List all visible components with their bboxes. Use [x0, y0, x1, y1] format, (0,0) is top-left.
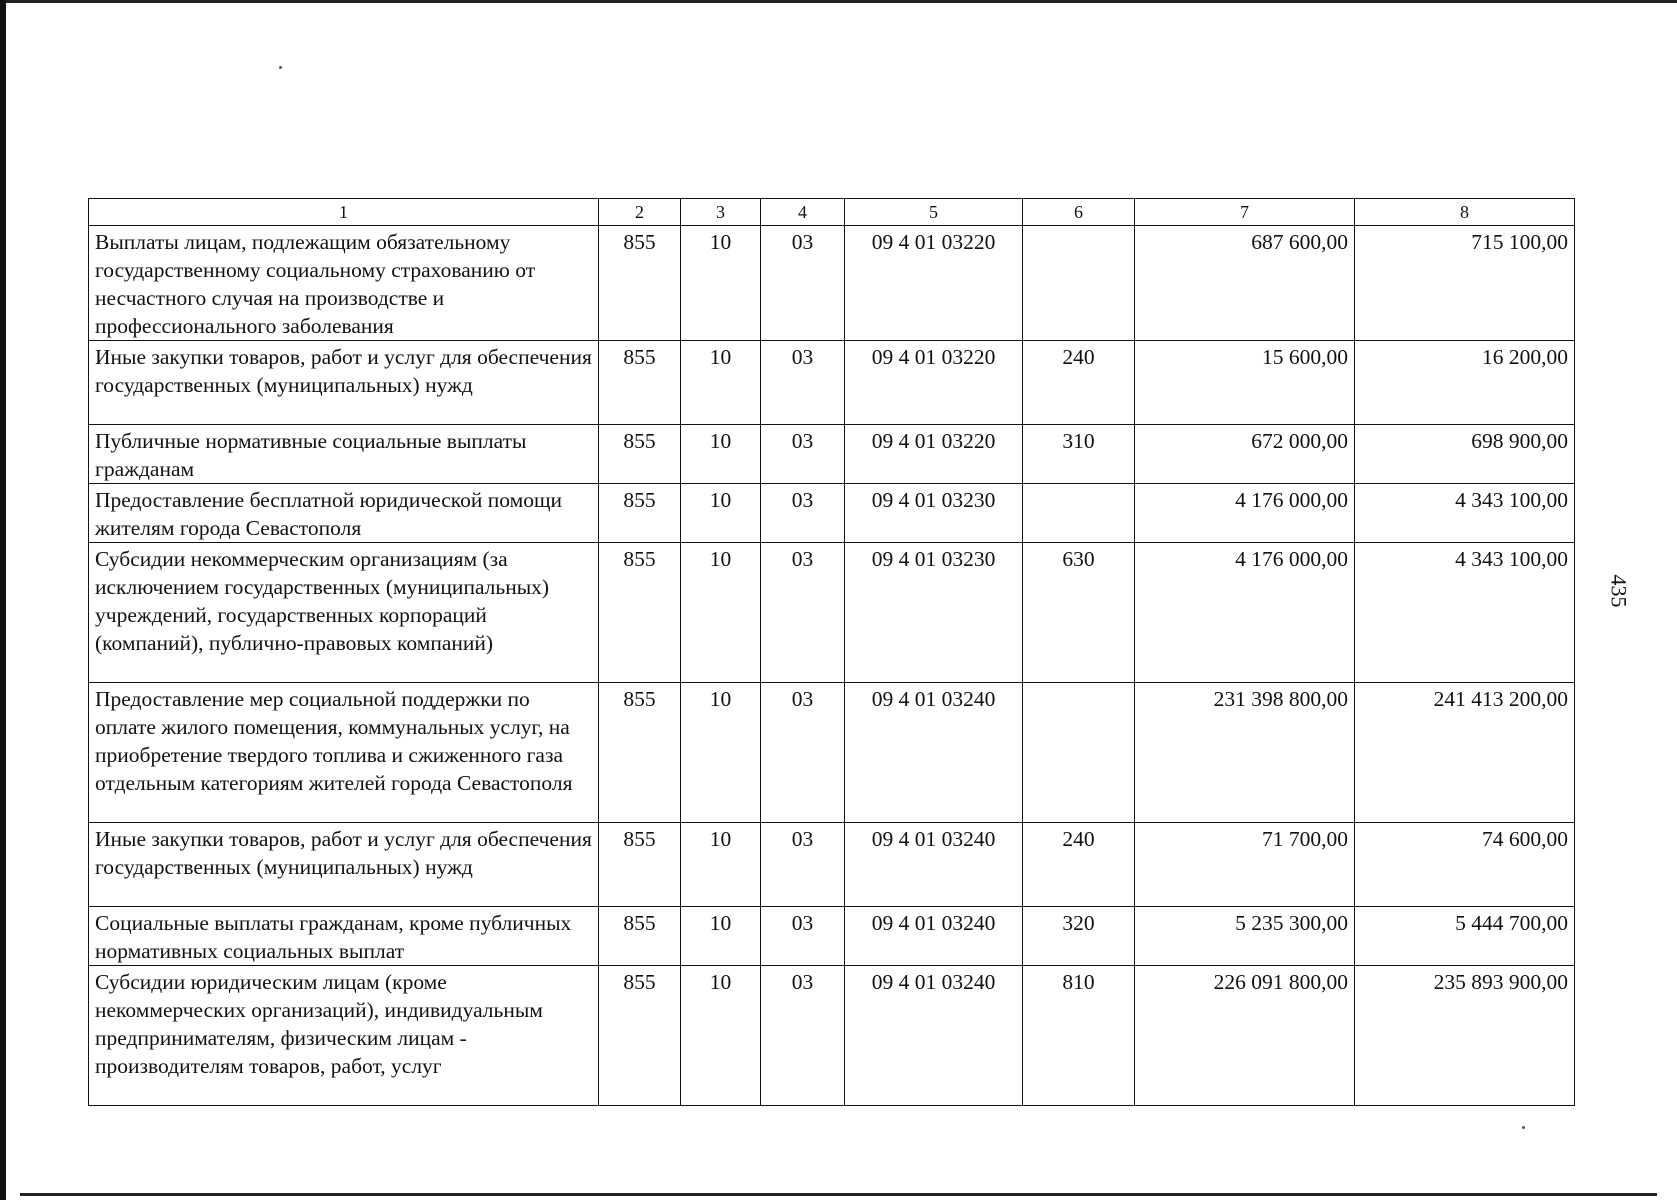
amount-col7-cell: 15 600,00	[1135, 341, 1355, 425]
expense-type-cell: 630	[1023, 543, 1135, 683]
column-header: 7	[1135, 199, 1355, 226]
section-code-cell: 10	[681, 683, 761, 823]
expense-name-cell: Субсидии юридическим лицам (кроме некоммерческих организаций), индивидуальным предпринимателям, физическим лицам - производителям товаров, работ, услуг	[89, 966, 599, 1106]
amount-col8-cell: 74 600,00	[1355, 823, 1575, 907]
ministry-code-cell: 855	[599, 907, 681, 966]
expense-type-cell: 310	[1023, 425, 1135, 484]
column-header: 8	[1355, 199, 1575, 226]
ministry-code-cell: 855	[599, 341, 681, 425]
table-row	[89, 341, 1575, 425]
table-row	[89, 226, 1575, 341]
ministry-code-cell: 855	[599, 683, 681, 823]
amount-col8-cell: 4 343 100,00	[1355, 484, 1575, 543]
amount-col8-cell: 16 200,00	[1355, 341, 1575, 425]
expense-type-cell	[1023, 683, 1135, 823]
expense-type-cell	[1023, 226, 1135, 341]
ministry-code-cell: 855	[599, 484, 681, 543]
section-code-cell: 10	[681, 966, 761, 1106]
amount-col8-cell: 5 444 700,00	[1355, 907, 1575, 966]
target-article-cell: 09 4 01 03220	[845, 425, 1023, 484]
expense-type-cell: 810	[1023, 966, 1135, 1106]
column-header: 1	[89, 199, 599, 226]
amount-col8-cell: 715 100,00	[1355, 226, 1575, 341]
target-article-cell: 09 4 01 03240	[845, 966, 1023, 1106]
scan-top-edge	[0, 0, 1677, 3]
budget-table	[88, 198, 1575, 1106]
expense-type-cell	[1023, 484, 1135, 543]
target-article-cell: 09 4 01 03220	[845, 226, 1023, 341]
amount-col7-cell: 4 176 000,00	[1135, 543, 1355, 683]
expense-type-cell: 320	[1023, 907, 1135, 966]
table-row	[89, 966, 1575, 1106]
scan-speck	[279, 66, 282, 69]
expense-type-cell: 240	[1023, 341, 1135, 425]
target-article-cell: 09 4 01 03230	[845, 543, 1023, 683]
column-header: 3	[681, 199, 761, 226]
table-header-row	[89, 199, 1575, 226]
section-code-cell: 10	[681, 907, 761, 966]
column-header: 6	[1023, 199, 1135, 226]
page-number: 435	[1606, 574, 1632, 608]
ministry-code-cell: 855	[599, 425, 681, 484]
expense-name-cell: Предоставление мер социальной поддержки по оплате жилого помещения, коммунальных услуг, на приобретение твердого топлива и сжиженного газа отдельным категориям жителей города Севастополя	[89, 683, 599, 823]
subsection-code-cell: 03	[761, 966, 845, 1106]
section-code-cell: 10	[681, 543, 761, 683]
subsection-code-cell: 03	[761, 226, 845, 341]
subsection-code-cell: 03	[761, 425, 845, 484]
section-code-cell: 10	[681, 226, 761, 341]
table-row	[89, 907, 1575, 966]
target-article-cell: 09 4 01 03240	[845, 823, 1023, 907]
expense-name-cell: Субсидии некоммерческим организациям (за исключением государственных (муниципальных) учреждений, государственных корпораций (компаний), публично-правовых компаний)	[89, 543, 599, 683]
amount-col7-cell: 672 000,00	[1135, 425, 1355, 484]
expense-name-cell: Публичные нормативные социальные выплаты гражданам	[89, 425, 599, 484]
scan-speck	[1522, 1126, 1525, 1129]
target-article-cell: 09 4 01 03230	[845, 484, 1023, 543]
amount-col7-cell: 4 176 000,00	[1135, 484, 1355, 543]
expense-name-cell: Иные закупки товаров, работ и услуг для обеспечения государственных (муниципальных) нужд	[89, 341, 599, 425]
column-header: 4	[761, 199, 845, 226]
ministry-code-cell: 855	[599, 543, 681, 683]
amount-col7-cell: 226 091 800,00	[1135, 966, 1355, 1106]
section-code-cell: 10	[681, 823, 761, 907]
section-code-cell: 10	[681, 341, 761, 425]
scan-left-edge	[0, 0, 6, 1200]
table-row	[89, 425, 1575, 484]
section-code-cell: 10	[681, 425, 761, 484]
table-row	[89, 484, 1575, 543]
expense-name-cell: Иные закупки товаров, работ и услуг для обеспечения государственных (муниципальных) нужд	[89, 823, 599, 907]
target-article-cell: 09 4 01 03240	[845, 683, 1023, 823]
subsection-code-cell: 03	[761, 907, 845, 966]
ministry-code-cell: 855	[599, 226, 681, 341]
scan-bottom-edge	[20, 1193, 1657, 1196]
subsection-code-cell: 03	[761, 543, 845, 683]
subsection-code-cell: 03	[761, 341, 845, 425]
amount-col8-cell: 4 343 100,00	[1355, 543, 1575, 683]
column-header: 5	[845, 199, 1023, 226]
target-article-cell: 09 4 01 03220	[845, 341, 1023, 425]
subsection-code-cell: 03	[761, 484, 845, 543]
target-article-cell: 09 4 01 03240	[845, 907, 1023, 966]
ministry-code-cell: 855	[599, 823, 681, 907]
table-row	[89, 823, 1575, 907]
section-code-cell: 10	[681, 484, 761, 543]
amount-col7-cell: 231 398 800,00	[1135, 683, 1355, 823]
amount-col8-cell: 241 413 200,00	[1355, 683, 1575, 823]
amount-col8-cell: 698 900,00	[1355, 425, 1575, 484]
amount-col7-cell: 687 600,00	[1135, 226, 1355, 341]
expense-name-cell: Предоставление бесплатной юридической помощи жителям города Севастополя	[89, 484, 599, 543]
amount-col7-cell: 71 700,00	[1135, 823, 1355, 907]
table-row	[89, 543, 1575, 683]
column-header: 2	[599, 199, 681, 226]
expense-name-cell: Социальные выплаты гражданам, кроме публичных нормативных социальных выплат	[89, 907, 599, 966]
subsection-code-cell: 03	[761, 823, 845, 907]
amount-col8-cell: 235 893 900,00	[1355, 966, 1575, 1106]
subsection-code-cell: 03	[761, 683, 845, 823]
ministry-code-cell: 855	[599, 966, 681, 1106]
expense-type-cell: 240	[1023, 823, 1135, 907]
expense-name-cell: Выплаты лицам, подлежащим обязательному государственному социальному страхованию от несчастного случая на производстве и профессионального заболевания	[89, 226, 599, 341]
table-row	[89, 683, 1575, 823]
amount-col7-cell: 5 235 300,00	[1135, 907, 1355, 966]
